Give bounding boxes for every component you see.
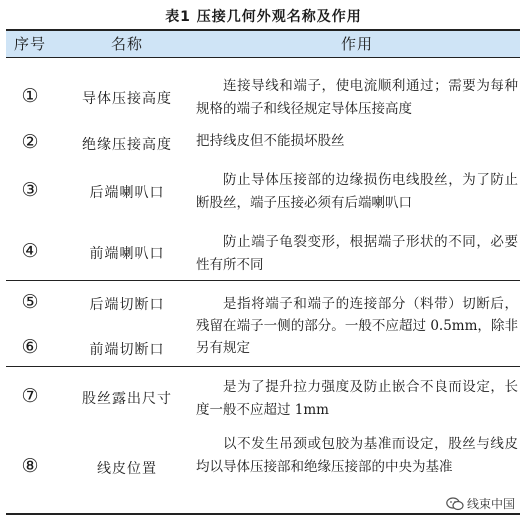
wechat-icon <box>446 497 464 511</box>
row-1-func: 连接导线和端子，使电流顺利通过；需要为每种规格的端子和线径规定导体压接高度 <box>196 78 518 117</box>
row-7-name: 股丝露出尺寸 <box>82 391 172 407</box>
row-2-func: 把持线皮但不能损坏股丝 <box>196 133 345 149</box>
header-name: 名称 <box>110 35 143 53</box>
row-5-name: 后端切断口 <box>89 297 165 313</box>
crimp-appearance-table <box>6 29 520 515</box>
group-rule-1 <box>6 280 520 281</box>
row-6-num: ⑥ <box>21 336 39 358</box>
row-3-func: 防止导体压接部的边缘损伤电线股丝，为了防止断股丝，端子压接必须有后端喇叭口 <box>196 172 518 211</box>
row-3-name: 后端喇叭口 <box>89 185 165 201</box>
row-2-name: 绝缘压接高度 <box>82 137 172 153</box>
row-1-name: 导体压接高度 <box>82 91 172 107</box>
row-6-name: 前端切断口 <box>89 342 165 358</box>
row-3-num: ③ <box>21 179 39 201</box>
row-4-func: 防止端子龟裂变形，根据端子形状的不同，必要性有所不同 <box>196 234 518 273</box>
group-rule-2 <box>6 366 520 367</box>
row-2-num: ② <box>21 131 39 153</box>
row-8-func: 以不发生吊颈或包胶为基准而设定，股丝与线皮均以导体压接部和绝缘压接部的中央为基准 <box>196 436 518 475</box>
watermark-text: 线束中国 <box>466 497 515 511</box>
row-8-name: 线皮位置 <box>97 461 157 477</box>
row-5-num: ⑤ <box>21 291 39 313</box>
watermark <box>446 495 515 512</box>
row-7-func: 是为了提升拉力强度及防止嵌合不良而设定，长度一般不应超过 1mm <box>196 379 518 418</box>
header-rule <box>6 57 520 58</box>
row-5-func: 是指将端子和端子的连接部分（料带）切断后，残留在端子一侧的部分。一般不应超过 0.5mm，除非另有规定 <box>196 296 518 356</box>
row-4-name: 前端喇叭口 <box>89 246 165 262</box>
row-4-num: ④ <box>21 240 39 262</box>
table-bottom-rule <box>6 513 520 515</box>
table-caption: 表1 压接几何外观名称及作用 <box>165 9 362 25</box>
row-7-num: ⑦ <box>21 385 39 407</box>
header-func: 作用 <box>340 35 373 53</box>
row-1-num: ① <box>21 85 39 107</box>
header-num: 序号 <box>13 35 46 53</box>
row-8-num: ⑧ <box>21 455 39 477</box>
